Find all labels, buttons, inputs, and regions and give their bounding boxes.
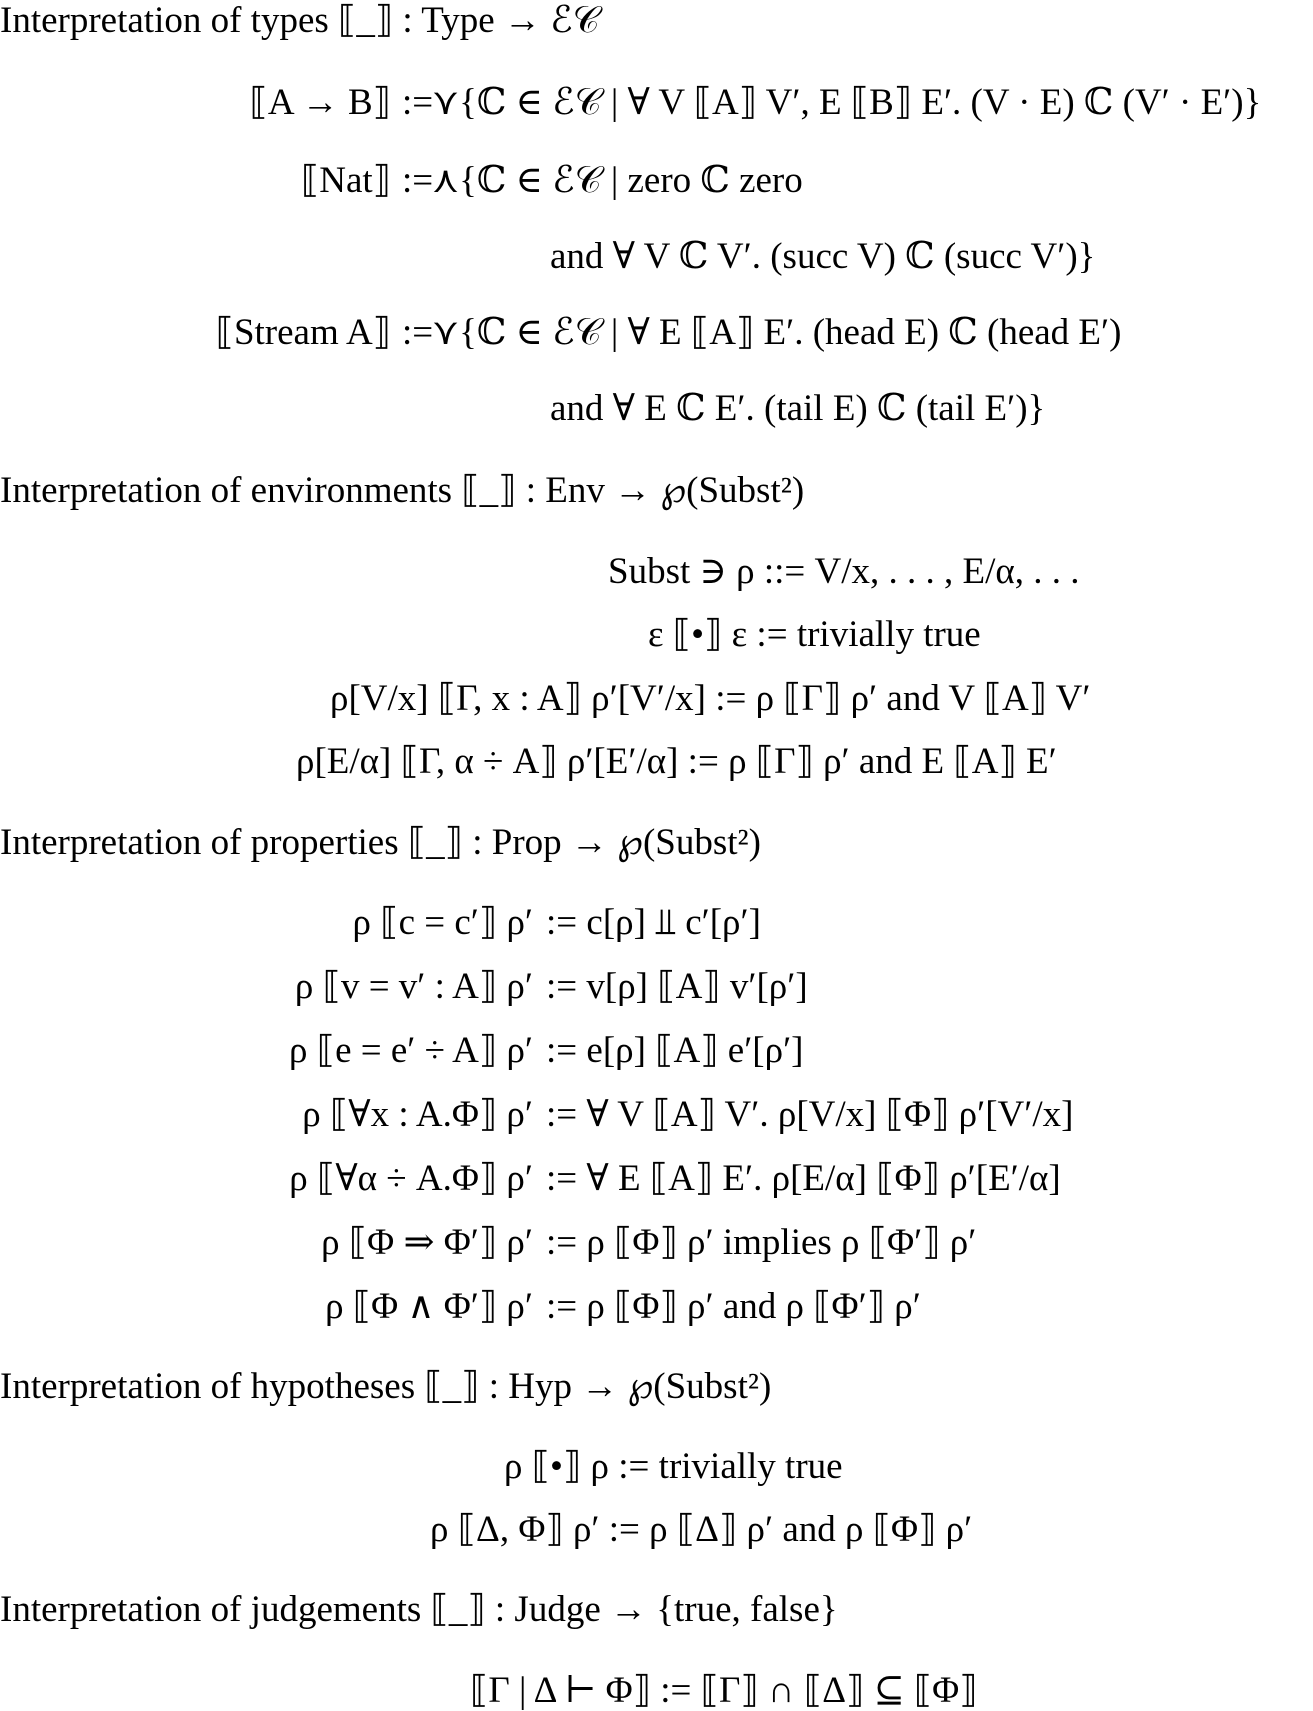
heading-types: Interpretation of types ⟦_⟧ : Type → ℰ𝒞 (0, 0, 600, 41)
prop-lhs-4: ρ ⟦∀α ÷ A.Φ⟧ ρ′ (289, 1158, 533, 1199)
env-rule-subst: Subst ∋ ρ ::= V/x, . . . , E/α, . . . (608, 551, 1080, 592)
prop-rhs-0: := c[ρ] ⫫ c′[ρ′] (546, 902, 761, 943)
prop-lhs-5: ρ ⟦Φ ⇒ Φ′⟧ ρ′ (321, 1222, 533, 1263)
heading-hypotheses: Interpretation of hypotheses ⟦_⟧ : Hyp → ℘(Subst²) (0, 1366, 772, 1407)
prop-lhs-2: ρ ⟦e = e′ ÷ A⟧ ρ′ (289, 1030, 533, 1071)
rule-op-stream: := (402, 312, 434, 353)
judge-rule: ⟦Γ | Δ ⊢ Φ⟧ := ⟦Γ⟧ ∩ ⟦Δ⟧ ⊆ ⟦Φ⟧ (470, 1670, 978, 1711)
env-rule-value: ρ[V/x] ⟦Γ, x : A⟧ ρ′[V′/x] := ρ ⟦Γ⟧ ρ′ and V ⟦A⟧ V′ (330, 678, 1091, 719)
rule-lhs-nat: ⟦Nat⟧ (300, 160, 391, 201)
hyp-rule-cons: ρ ⟦Δ, Φ⟧ ρ′ := ρ ⟦Δ⟧ ρ′ and ρ ⟦Φ⟧ ρ′ (430, 1509, 973, 1550)
rule-lhs-stream: ⟦Stream A⟧ (215, 312, 391, 353)
rule-rhs-stream-cont: and ∀ E ℂ E′. (tail E) ℂ (tail E′)} (550, 388, 1046, 429)
rule-op-arrow: := (402, 82, 434, 123)
prop-lhs-3: ρ ⟦∀x : A.Φ⟧ ρ′ (302, 1094, 533, 1135)
heading-environments: Interpretation of environments ⟦_⟧ : Env → ℘(Subst²) (0, 470, 805, 511)
hyp-rule-empty: ρ ⟦•⟧ ρ := trivially true (504, 1446, 843, 1487)
prop-rhs-2: := e[ρ] ⟦A⟧ e′[ρ′] (546, 1030, 804, 1071)
env-rule-cont: ρ[E/α] ⟦Γ, α ÷ A⟧ ρ′[E′/α] := ρ ⟦Γ⟧ ρ′ and E ⟦A⟧ E′ (296, 741, 1057, 782)
prop-rhs-1: := v[ρ] ⟦A⟧ v′[ρ′] (546, 966, 808, 1007)
rule-rhs-nat: ⋏{ℂ ∈ ℰ𝒞 | zero ℂ zero (432, 160, 803, 201)
rule-rhs-nat-cont: and ∀ V ℂ V′. (succ V) ℂ (succ V′)} (550, 236, 1096, 277)
prop-rhs-3: := ∀ V ⟦A⟧ V′. ρ[V/x] ⟦Φ⟧ ρ′[V′/x] (546, 1094, 1074, 1135)
prop-lhs-0: ρ ⟦c = c′⟧ ρ′ (352, 902, 533, 943)
prop-lhs-6: ρ ⟦Φ ∧ Φ′⟧ ρ′ (325, 1286, 533, 1327)
rule-rhs-arrow: ⋎{ℂ ∈ ℰ𝒞 | ∀ V ⟦A⟧ V′, E ⟦B⟧ E′. (V · E) ℂ (V′ · E′)} (432, 82, 1262, 123)
prop-rhs-6: := ρ ⟦Φ⟧ ρ′ and ρ ⟦Φ′⟧ ρ′ (546, 1286, 921, 1327)
heading-properties: Interpretation of properties ⟦_⟧ : Prop → ℘(Subst²) (0, 822, 761, 863)
prop-rhs-4: := ∀ E ⟦A⟧ E′. ρ[E/α] ⟦Φ⟧ ρ′[E′/α] (546, 1158, 1061, 1199)
env-rule-empty: ε ⟦•⟧ ε := trivially true (648, 614, 981, 655)
prop-lhs-1: ρ ⟦v = v′ : A⟧ ρ′ (294, 966, 533, 1007)
rule-rhs-stream: ⋎{ℂ ∈ ℰ𝒞 | ∀ E ⟦A⟧ E′. (head E) ℂ (head E′) (432, 312, 1122, 353)
rule-lhs-arrow: ⟦A → B⟧ (249, 82, 391, 123)
rule-op-nat: := (402, 160, 434, 201)
prop-rhs-5: := ρ ⟦Φ⟧ ρ′ implies ρ ⟦Φ′⟧ ρ′ (546, 1222, 977, 1263)
heading-judgements: Interpretation of judgements ⟦_⟧ : Judge → {true, false} (0, 1589, 838, 1630)
